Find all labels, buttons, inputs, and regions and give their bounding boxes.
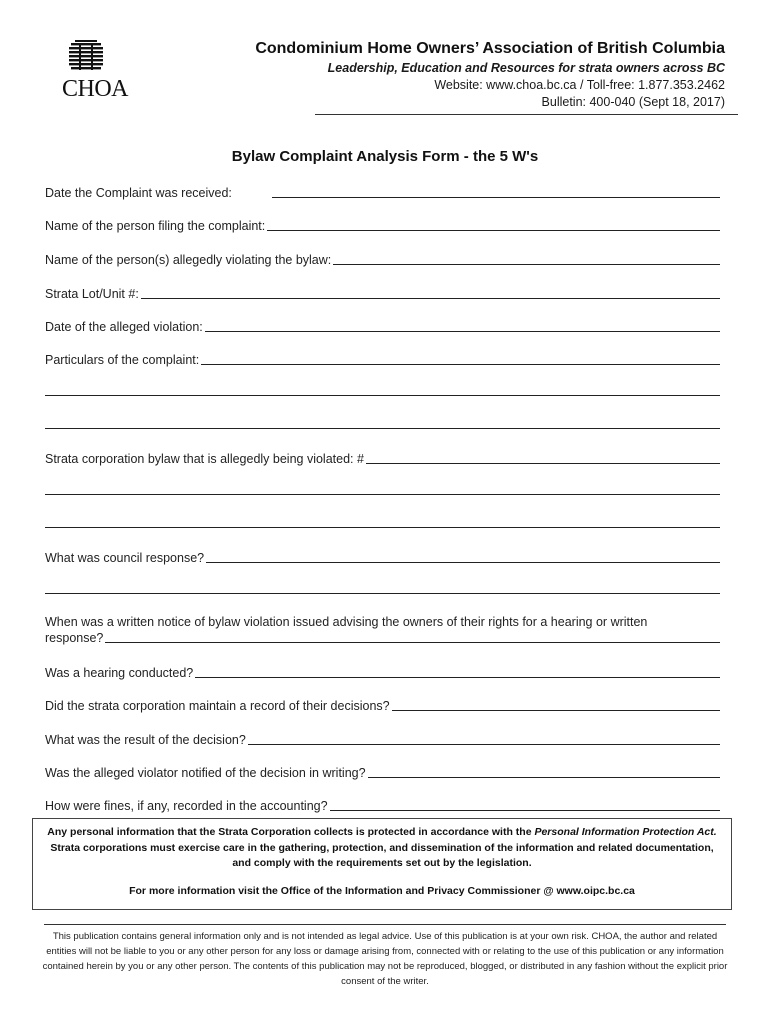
fill-line[interactable] — [201, 363, 720, 365]
particulars-line-3[interactable] — [45, 427, 720, 429]
field-label: How were fines, if any, recorded in the accounting? — [45, 799, 328, 813]
fill-line[interactable] — [333, 263, 720, 265]
fill-line[interactable] — [272, 196, 720, 198]
field-date-received[interactable] — [45, 183, 720, 201]
field-label: Particulars of the complaint: — [45, 353, 200, 367]
field-label: Was a hearing conducted? — [45, 666, 194, 680]
act-name: Personal Information Protection Act. — [534, 826, 717, 838]
choa-logo — [55, 40, 135, 102]
privacy-more-info: For more information visit the Office of the Information and Privacy Commissioner @ www.oipc.bc.ca — [129, 884, 635, 897]
header-divider — [315, 114, 738, 115]
field-violator-name[interactable] — [45, 250, 720, 268]
org-name: Condominium Home Owners’ Association of British Columbia — [255, 40, 725, 57]
field-label: Strata Lot/Unit #: — [45, 287, 139, 301]
field-label: Strata corporation bylaw that is allegedly being violated: # — [45, 452, 364, 466]
logo-wordmark: CHOA — [61, 76, 128, 102]
building-icon — [67, 40, 123, 74]
council-response-line-2[interactable] — [45, 592, 720, 594]
field-particulars[interactable] — [45, 350, 720, 368]
privacy-text-b: Strata corporations must exercise care in the gathering, protection, and dissemination of the information and related documentation, and comply with the requirements set out by the legislation. — [50, 841, 714, 869]
field-filer-name[interactable] — [45, 216, 720, 234]
footer-divider — [44, 924, 726, 925]
field-hearing[interactable] — [45, 663, 720, 681]
fill-line[interactable] — [205, 330, 720, 332]
fill-line[interactable] — [330, 809, 720, 811]
privacy-statement — [33, 825, 731, 872]
field-violation-date[interactable] — [45, 317, 720, 335]
field-label: Did the strata corporation maintain a record of their decisions? — [45, 699, 390, 713]
fill-line[interactable] — [195, 676, 720, 678]
bulletin-line: Bulletin: 400-040 (Sept 18, 2017) — [541, 95, 725, 109]
field-label: What was council response? — [45, 551, 205, 565]
form-title: Bylaw Complaint Analysis Form - the 5 W's — [231, 148, 539, 165]
field-council-response[interactable] — [45, 548, 720, 566]
field-label: Name of the person(s) allegedly violating the bylaw: — [45, 253, 332, 267]
particulars-line-2[interactable] — [45, 394, 720, 396]
field-label-continued: response? — [45, 631, 104, 645]
privacy-text-a: Any personal information that the Strata Corporation collects is protected in accordance with the — [47, 826, 535, 838]
fill-line[interactable] — [248, 743, 720, 745]
fill-line[interactable] — [368, 776, 720, 778]
field-label: What was the result of the decision? — [45, 733, 246, 747]
field-label: Date the Complaint was received: — [45, 186, 232, 200]
fill-line[interactable] — [206, 561, 720, 563]
fill-line[interactable] — [366, 462, 720, 464]
field-label: When was a written notice of bylaw violation issued advising the owners of their rights for a hearing or written — [45, 615, 648, 629]
field-notified[interactable] — [45, 763, 720, 781]
field-bylaw[interactable] — [45, 449, 720, 467]
privacy-notice-box — [32, 818, 732, 910]
disclaimer: This publication contains general information only and is not intended as legal advice. Use of this publication is at your own risk. CHOA, the author and related entities will not be liable to you or any other person for any loss or damage arising from, connected with or relating to the use of this publication or any information contained herein by you or any other person. The contents of this publication may not be reproduced, blogged, or distributed in any fashion without the explicit prior consent of the writer. — [42, 931, 728, 987]
fill-line[interactable] — [267, 229, 720, 231]
tagline: Leadership, Education and Resources for strata owners across BC — [327, 61, 725, 75]
bylaw-line-2[interactable] — [45, 493, 720, 495]
field-result[interactable] — [45, 730, 720, 748]
field-record[interactable] — [45, 696, 720, 714]
fill-line[interactable] — [105, 641, 720, 643]
bylaw-line-3[interactable] — [45, 526, 720, 528]
field-label: Was the alleged violator notified of the decision in writing? — [45, 766, 366, 780]
field-fines[interactable] — [45, 796, 720, 814]
field-label: Date of the alleged violation: — [45, 320, 203, 334]
fill-line[interactable] — [392, 709, 720, 711]
field-written-notice[interactable] — [45, 614, 720, 648]
field-strata-lot[interactable] — [45, 284, 720, 302]
header-info — [165, 38, 725, 111]
website-line: Website: www.choa.bc.ca / Toll-free: 1.877.353.2462 — [434, 78, 725, 92]
fill-line[interactable] — [141, 297, 720, 299]
field-label: Name of the person filing the complaint: — [45, 219, 266, 233]
